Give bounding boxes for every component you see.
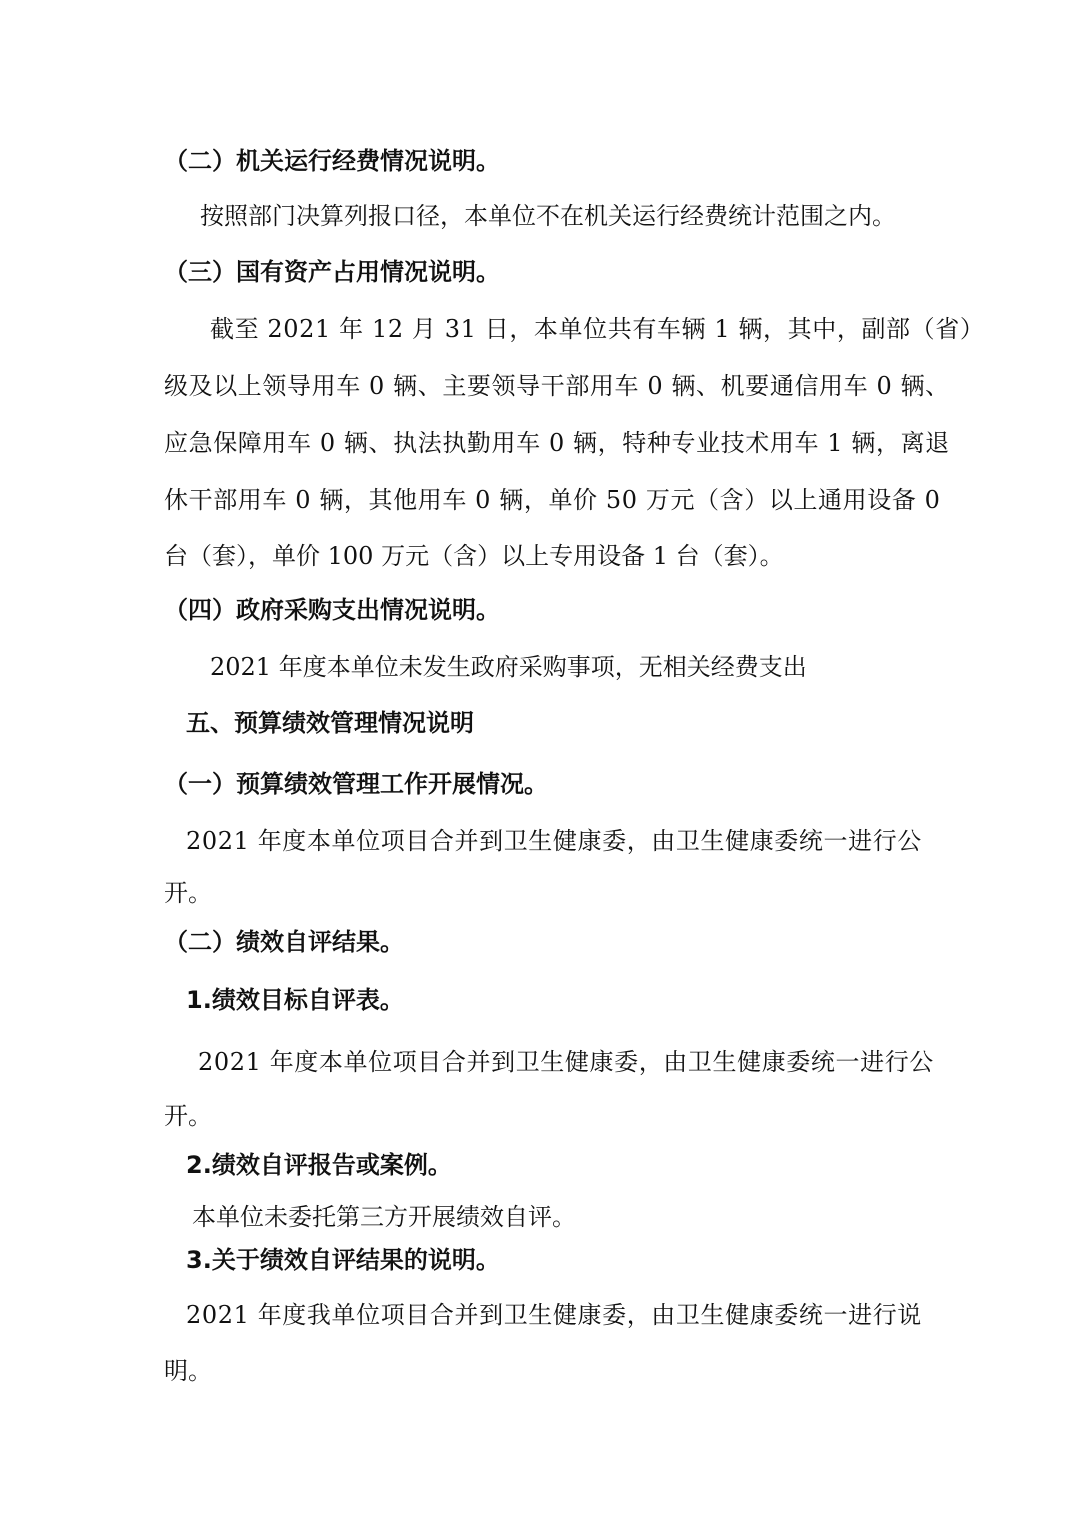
paragraph-report: 本单位未委托第三方开展绩效自评。 (192, 1203, 576, 1231)
item-heading-explanation: 3.关于绩效自评结果的说明。 (186, 1246, 500, 1274)
paragraph-line: 截至 2021 年 12 月 31 日，本单位共有车辆 1 辆，其中，副部（省） (210, 315, 985, 343)
paragraph-line: 2021 年度我单位项目合并到卫生健康委，由卫生健康委统一进行说 (186, 1301, 922, 1329)
section-heading-procurement: （四）政府采购支出情况说明。 (164, 596, 500, 624)
paragraph-line: 2021 年度本单位项目合并到卫生健康委，由卫生健康委统一进行公 (186, 827, 922, 855)
paragraph-procurement: 2021 年度本单位未发生政府采购事项，无相关经费支出 (210, 653, 807, 681)
section-heading-operating-costs: （二）机关运行经费情况说明。 (164, 147, 500, 175)
paragraph-line: 休干部用车 0 辆，其他用车 0 辆，单价 50 万元（含）以上通用设备 0 (164, 486, 941, 514)
paragraph-line: 台（套），单价 100 万元（含）以上专用设备 1 台（套）。 (164, 542, 784, 570)
paragraph-line: 2021 年度本单位项目合并到卫生健康委，由卫生健康委统一进行公 (198, 1048, 934, 1076)
paragraph-line: 开。 (164, 1102, 212, 1130)
item-heading-report: 2.绩效自评报告或案例。 (186, 1151, 452, 1179)
section-heading-state-assets: （三）国有资产占用情况说明。 (164, 258, 500, 286)
paragraph-line: 开。 (164, 879, 212, 907)
section-heading-self-evaluation: （二）绩效自评结果。 (164, 928, 404, 956)
paragraph-line: 应急保障用车 0 辆、执法执勤用车 0 辆，特种专业技术用车 1 辆，离退 (164, 429, 950, 457)
chapter-heading-performance: 五、预算绩效管理情况说明 (186, 709, 474, 737)
paragraph-line: 级及以上领导用车 0 辆、主要领导干部用车 0 辆、机要通信用车 0 辆、 (164, 372, 950, 400)
item-heading-target-table: 1.绩效目标自评表。 (186, 986, 404, 1014)
section-heading-performance-work: （一）预算绩效管理工作开展情况。 (164, 770, 548, 798)
paragraph-line: 明。 (164, 1357, 212, 1385)
paragraph-operating-costs: 按照部门决算列报口径，本单位不在机关运行经费统计范围之内。 (200, 202, 896, 230)
